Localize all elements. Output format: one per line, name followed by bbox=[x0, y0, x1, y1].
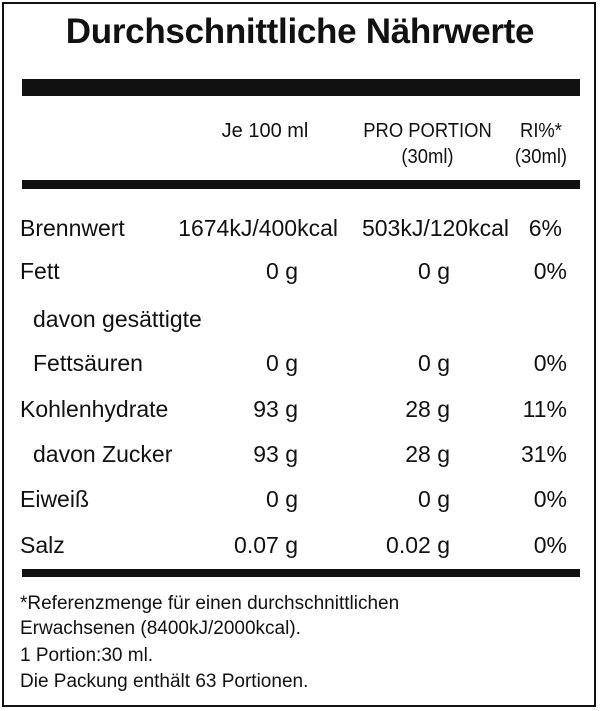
row-ri: 0% bbox=[533, 258, 567, 284]
header-divider bbox=[22, 180, 580, 189]
row-ri: 6% bbox=[528, 215, 562, 241]
header-per-100ml-text: Je 100 ml bbox=[221, 120, 309, 142]
row-ri: 0% bbox=[533, 532, 567, 558]
row-per-100ml: 0 g bbox=[266, 486, 298, 512]
row-label: Salz bbox=[20, 532, 65, 558]
header-ri-line1: RI%* bbox=[520, 120, 562, 142]
row-per-100ml: 93 g bbox=[253, 396, 298, 422]
row-ri: 0% bbox=[533, 350, 567, 376]
row-label: Fettsäuren bbox=[33, 350, 143, 376]
row-per-portion: 503kJ/120kcal bbox=[361, 215, 509, 241]
row-per-portion: 28 g bbox=[405, 441, 450, 467]
table-row-kohlenhydrate bbox=[0, 396, 600, 426]
row-per-100ml: 1674kJ/400kcal bbox=[178, 215, 338, 241]
footnote-reference-line1: *Referenzmenge für einen durchschnittlichen bbox=[20, 593, 400, 614]
table-row-fettsaeuren bbox=[0, 350, 600, 380]
title-divider bbox=[22, 79, 580, 96]
row-ri: 31% bbox=[520, 441, 567, 467]
header-per-portion bbox=[361, 118, 494, 170]
table-row-davon-zucker bbox=[0, 441, 600, 471]
row-per-portion: 0.02 g bbox=[386, 532, 450, 558]
table-row-eiweiss bbox=[0, 486, 600, 516]
row-per-portion: 28 g bbox=[405, 396, 450, 422]
footnote-package-portions: Die Packung enthält 63 Portionen. bbox=[20, 671, 309, 692]
row-label: davon Zucker bbox=[33, 441, 173, 467]
row-per-portion: 0 g bbox=[418, 350, 450, 376]
row-per-portion: 0 g bbox=[418, 258, 450, 284]
header-per-portion-line2: (30ml) bbox=[401, 146, 454, 168]
row-ri: 0% bbox=[533, 486, 567, 512]
row-label: Fett bbox=[20, 258, 60, 284]
row-per-portion: 0 g bbox=[418, 486, 450, 512]
row-per-100ml: 0.07 g bbox=[234, 532, 298, 558]
row-per-100ml: 0 g bbox=[266, 258, 298, 284]
row-ri: 11% bbox=[522, 396, 567, 422]
header-per-100ml bbox=[195, 118, 335, 144]
row-label: davon gesättigte bbox=[33, 306, 202, 332]
header-ri-line2: (30ml) bbox=[514, 146, 568, 168]
row-label: Eiweiß bbox=[20, 486, 90, 512]
row-per-100ml: 0 g bbox=[266, 350, 298, 376]
row-label: Kohlenhydrate bbox=[20, 396, 169, 422]
row-per-100ml: 93 g bbox=[253, 441, 298, 467]
table-row-salz bbox=[0, 532, 600, 562]
table-row-davon-gesaettigte bbox=[0, 306, 600, 336]
footnote-portion-size: 1 Portion:30 ml. bbox=[20, 645, 154, 666]
row-label: Brennwert bbox=[20, 215, 125, 241]
header-per-portion-line1: PRO PORTION bbox=[363, 120, 492, 142]
footnote-reference-line2: Erwachsenen (8400kJ/2000kcal). bbox=[20, 618, 301, 639]
table-bottom-divider bbox=[22, 569, 580, 577]
label-title: Durchschnittliche Nährwerte bbox=[65, 12, 535, 51]
table-row-brennwert bbox=[0, 215, 600, 245]
header-ri-percent bbox=[500, 118, 583, 170]
table-row-fett bbox=[0, 258, 600, 288]
